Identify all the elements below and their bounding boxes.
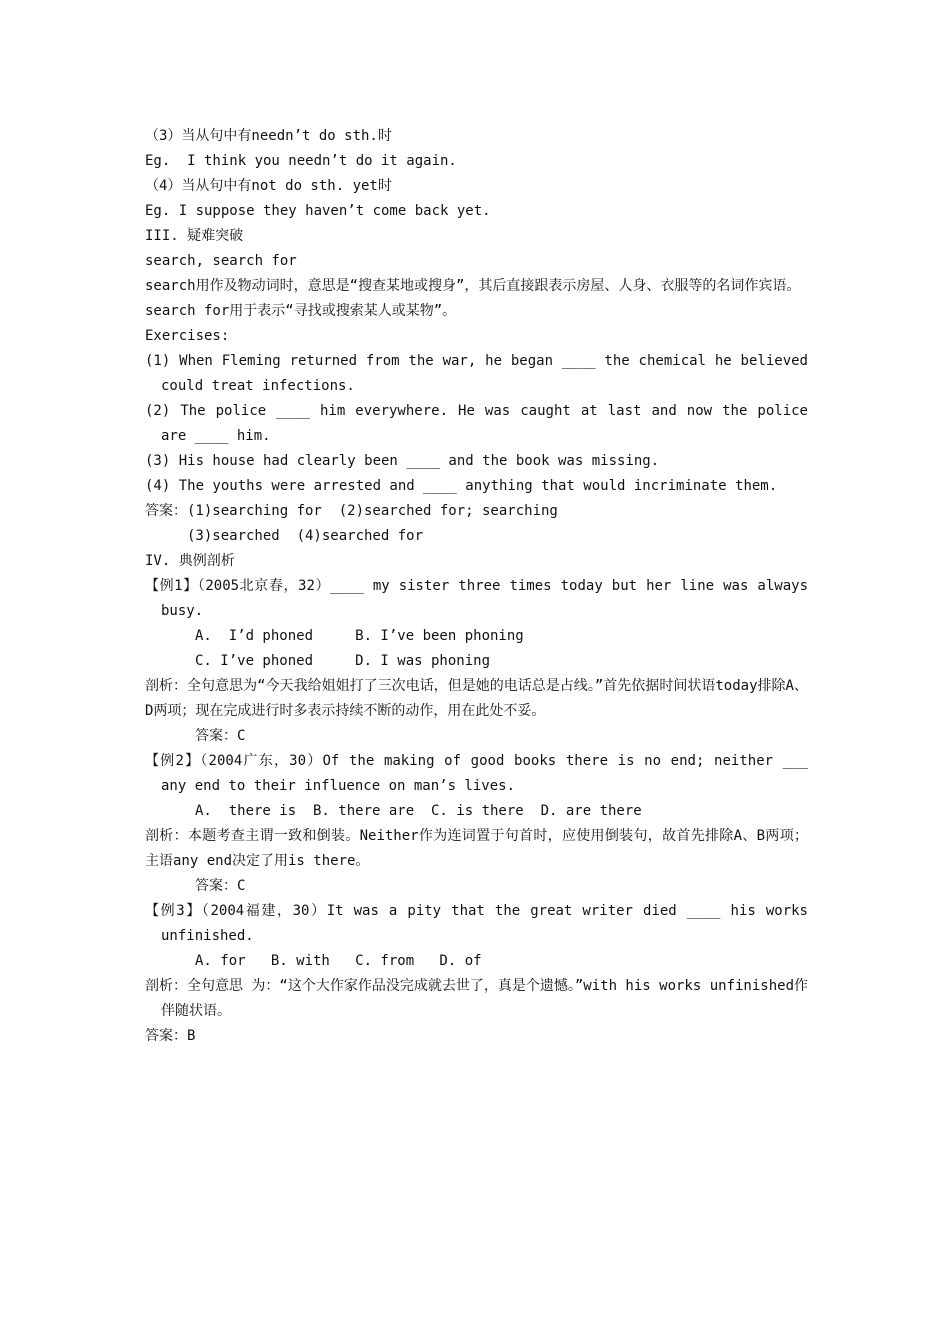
exercise-2: (2) The police ____ him everywhere. He was caught at last and now the police are ____ him. bbox=[145, 403, 817, 444]
example-3-analysis: 剖析：全句意思 为：“这个大作家作品没完成就去世了，真是个遗憾。”with his works unfinished作伴随状语。 bbox=[145, 978, 809, 1019]
answer-line-1: 答案：(1)searching for (2)searched for; searching bbox=[145, 503, 558, 519]
line-8: search for用于表示“寻找或搜索某人或某物”。 bbox=[145, 303, 457, 319]
example-1: 【例1】（2005北京春，32）____ my sister three times today but her line was always busy. bbox=[145, 578, 817, 619]
example-1-analysis: 剖析：全句意思为“今天我给姐姐打了三次电话，但是她的电话总是占线。”首先依据时间状语today排除A、D两项；现在完成进行时多表示持续不断的动作，用在此处不妥。 bbox=[145, 678, 808, 719]
answer-line-2: (3)searched (4)searched for bbox=[187, 528, 424, 544]
example-2-analysis: 剖析：本题考查主谓一致和倒装。Neither作为连词置于句首时，应使用倒装句，故首先排除A、B两项；主语any end决定了用is there。 bbox=[145, 828, 808, 869]
example-3-options: A. for B. with C. from D. of bbox=[195, 953, 482, 969]
line-1: （3）当从句中有needn’t do sth.时 bbox=[145, 128, 392, 144]
line-6: search, search for bbox=[145, 253, 297, 269]
example-1-options-cd: C. I’ve phoned D. I was phoning bbox=[195, 653, 491, 669]
line-4: Eg. I suppose they haven’t come back yet. bbox=[145, 203, 491, 219]
example-1-options-ab: A. I’d phoned B. I’ve been phoning bbox=[195, 628, 524, 644]
line-7: search用作及物动词时，意思是“搜查某地或搜身”，其后直接跟表示房屋、人身、衣服等的名词作宾语。 bbox=[145, 278, 801, 294]
line-2: Eg. I think you needn’t do it again. bbox=[145, 153, 457, 169]
exercise-1: (1) When Fleming returned from the war, he began ____ the chemical he believed could treat infections. bbox=[145, 353, 817, 394]
document-body bbox=[145, 124, 817, 1049]
exercise-4: (4) The youths were arrested and ____ anything that would incriminate them. bbox=[145, 478, 778, 494]
example-3-answer: 答案：B bbox=[145, 1028, 196, 1044]
section-heading-iv: IV. 典例剖析 bbox=[145, 553, 235, 569]
example-2-options: A. there is B. there are C. is there D. are there bbox=[195, 803, 642, 819]
exercise-3: (3) His house had clearly been ____ and the book was missing. bbox=[145, 453, 660, 469]
line-3: （4）当从句中有not do sth. yet时 bbox=[145, 178, 392, 194]
example-2: 【例2】（2004广东，30）Of the making of good books there is no end; neither ___ any end to their influence on man’s lives. bbox=[145, 753, 817, 794]
section-heading-iii: III. 疑难突破 bbox=[145, 228, 244, 244]
example-3: 【例3】（2004福建，30）It was a pity that the great writer died ____ his works unfinished. bbox=[145, 903, 817, 944]
example-2-answer: 答案：C bbox=[195, 878, 246, 894]
example-1-answer: 答案：C bbox=[195, 728, 246, 744]
exercises-heading: Exercises: bbox=[145, 328, 230, 344]
